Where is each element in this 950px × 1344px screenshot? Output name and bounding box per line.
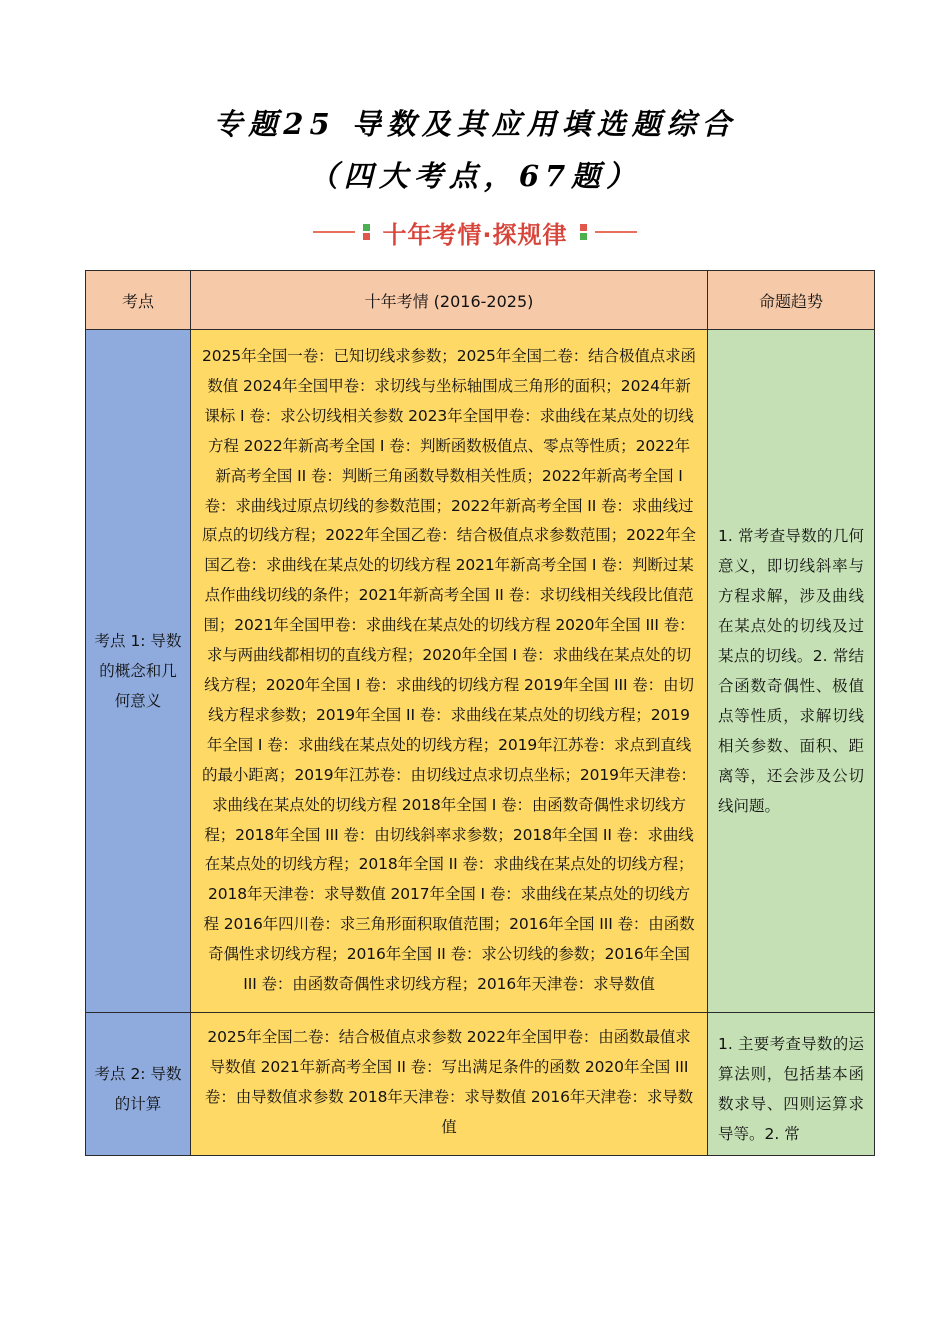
page-title: 专题25 导数及其应用填选题综合	[213, 107, 737, 141]
table-row	[86, 330, 875, 1013]
banner-right-line	[595, 231, 637, 233]
history-cell: 2025年全国二卷：结合极值点求参数 2022年全国甲卷：由函数最值求导数值 2021年新高考全国 II 卷：写出满足条件的函数 2020年全国 III 卷：由导数值求参数 2018年天津卷：求导数值 2016年天津卷：求导数值	[191, 1012, 708, 1155]
square-icon	[363, 224, 370, 231]
exam-table	[85, 270, 875, 1156]
history-cell: 2025年全国一卷：已知切线求参数；2025年全国二卷：结合极值点求函数值 2024年全国甲卷：求切线与坐标轴围成三角形的面积；2024年新课标 I 卷：求公切线相关参数 2023年全国甲卷：求曲线在某点处的切线方程 2022年新高考全国 I 卷：判断函数极值点、零点等性质；2022年新高考全国 II 卷：判断三角函数导数相关性质；2022年新高考全国 I 卷：求曲线过原点切线的参数范围；2022年新高考全国 II 卷：求曲线过原点的切线方程；2022年全国乙卷：结合极值点求参数范围；2022年全国乙卷：求曲线在某点处的切线方程 2021年新高考全国 I 卷：判断过某点作曲线切线的条件；2021年新高考全国 II 卷：求切线相关线段比值范围；2021年全国甲卷：求曲线在某点处的切线方程 2020年全国 III 卷：求与两曲线都相切的直线方程；2020年全国 I 卷：求曲线在某点处的切线方程；2020年全国 I 卷：求曲线的切线方程 2019年全国 III 卷：由切线方程求参数；2019年全国 II 卷：求曲线在某点处的切线方程；2019年全国 I 卷：求曲线在某点处的切线方程；2019年江苏卷：求点到直线的最小距离；2019年江苏卷：由切线过点求切点坐标；2019年天津卷：求曲线在某点处的切线方程 2018年全国 I 卷：由函数奇偶性求切线方程；2018年全国 III 卷：由切线斜率求参数；2018年全国 II 卷：求曲线在某点处的切线方程；2018年全国 II 卷：求曲线在某点处的切线方程；2018年天津卷：求导数值 2017年全国 I 卷：求曲线在某点处的切线方程 2016年四川卷：求三角形面积取值范围；2016年全国 III 卷：由函数奇偶性求切线方程；2016年全国 II 卷：求公切线的参数；2016年全国 III 卷：由函数奇偶性求切线方程；2016年天津卷：求导数值	[191, 330, 708, 1013]
column-header: 考点	[86, 271, 191, 330]
banner-left-decoration	[363, 224, 370, 240]
column-header: 十年考情 (2016-2025)	[191, 271, 708, 330]
table-row	[86, 1012, 875, 1155]
trend-cell: 1. 常考查导数的几何意义，即切线斜率与方程求解，涉及曲线在某点处的切线及过某点的切线。2. 常结合函数奇偶性、极值点等性质，求解切线相关参数、面积、距离等，还会涉及公切线问题。	[708, 330, 875, 1013]
exam-point-cell: 考点 1: 导数的概念和几何意义	[86, 330, 191, 1013]
page-subtitle: （四大考点，67题）	[308, 159, 642, 193]
banner-title: 十年考情·探规律	[382, 220, 568, 249]
banner-left-line	[313, 231, 355, 233]
square-icon	[580, 224, 587, 231]
trend-cell: 1. 主要考查导数的运算法则，包括基本函数求导、四则运算求导等。2. 常	[708, 1012, 875, 1155]
column-header: 命题趋势	[708, 271, 875, 330]
table-header-row	[86, 271, 875, 330]
square-icon	[363, 233, 370, 240]
section-banner	[0, 208, 950, 256]
square-icon	[580, 233, 587, 240]
banner-right-decoration	[580, 224, 587, 240]
exam-point-cell: 考点 2: 导数的计算	[86, 1012, 191, 1155]
title-block	[0, 98, 950, 202]
